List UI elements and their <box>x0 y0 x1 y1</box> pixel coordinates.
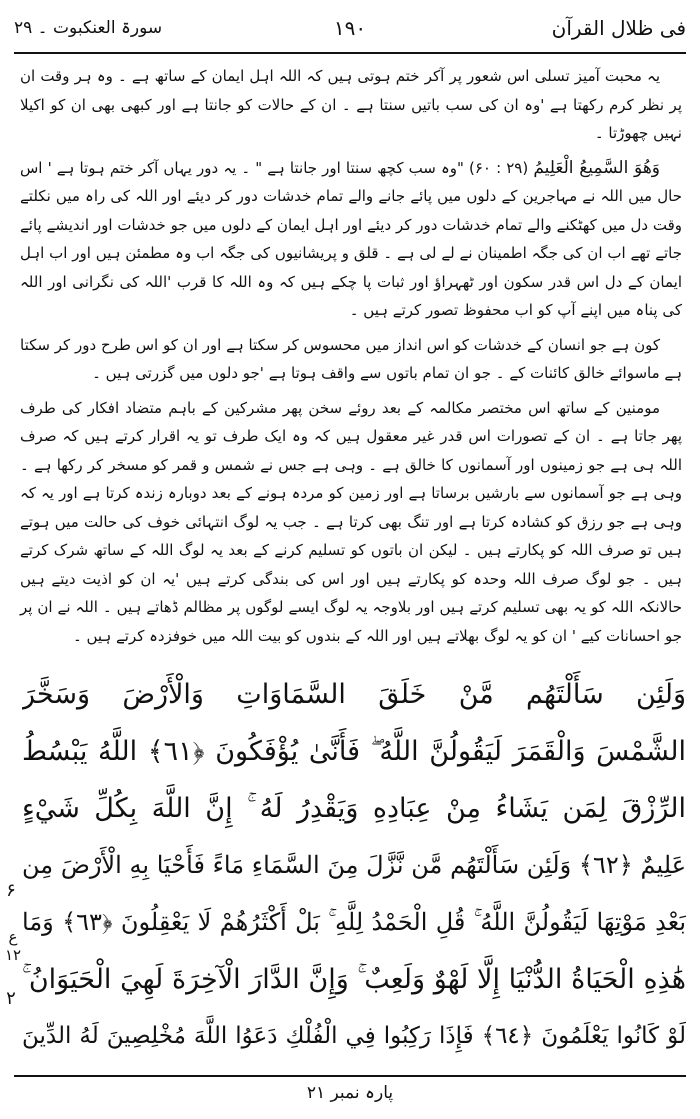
inline-verse: وَهُوَ السَّمِيعُ الْعَلِيمُ <box>533 157 660 178</box>
verse-line-1: وَلَئِن سَأَلْتَهُم مَّنْ خَلَقَ السَّمَاوَاتِ وَالْأَرْضَ وَسَخَّرَ <box>22 679 686 710</box>
paragraph-2-text: (۲۹ : ۶۰) "وہ سب کچھ سنتا اور جانتا ہے " ۔ یہ دور یہاں آکر ختم ہوتا ہے ' اس حال میں اللہ نے مہاجرین کے دلوں میں پائے جانے والے تمام خدشات دور کر دیئے اور اللہ کی راہ میں نکلتے وقت دل میں کھٹکنے والے تمام خدشات دور کر دیئے اور اہل ایمان کے دلوں میں جو خدشات اور اندیشے پائے جاتے تھے اب ان کی جگہ اطمینان نے لے لی ہے ۔ قلق و پریشانیوں کی جگہ اب وہ مطمئن ہیں اور اب اہل ایمان کے دل اس قدر سکون اور ٹھہراؤ اور ثبات پا چکے ہیں کہ وہ اللہ کا قرب 'اللہ کی نگرانی اور اللہ کی پناہ میں اپنے آپ کو اب محفوظ تصور کرتے ہیں ۔ <box>20 158 682 319</box>
paragraph-3: کون ہے جو انسان کے خدشات کو اس انداز میں محسوس کر سکتا ہے اور ان کو اس طرح دور کر سکتا ہے ماسوائے خالق کائنات کے ۔ جو ان تمام باتوں سے واقف ہوتا ہے 'جو دلوں میں گزرتی ہیں ۔ <box>20 335 682 382</box>
commentary-text <box>20 62 682 656</box>
paragraph-1: یہ محبت آمیز تسلی اس شعور پر آکر ختم ہوتی ہیں کہ اللہ اہل ایمان کے ساتھ ہے ۔ وہ ہر وقت ان پر نظر کرم رکھتا ہے 'وہ ان کی سب باتیں سنتا ہے ۔ ان کے حالات کو جانتا ہے اور کبھی بھی ان کو اکیلا نہیں چھوڑتا ۔ <box>20 67 682 142</box>
footer-rule <box>14 1075 686 1077</box>
surah-label: سورۃ العنکبوت ۔ ۲۹ <box>14 18 163 38</box>
header-rule <box>14 52 686 54</box>
book-title: فی ظلال القرآن <box>551 16 686 40</box>
paragraph-4: مومنین کے ساتھ اس مختصر مکالمہ کے بعد روئے سخن پھر مشرکین کے باہم متضاد افکار کی طرف پھر جاتا ہے ۔ ان کے تصورات اس قدر غیر معقول ہیں کہ وہ ایک طرف تو یہ اقرار کرتے ہیں کہ صرف اللہ ہی ہے جو زمینوں اور آسمانوں کا خالق ہے ۔ وہی ہے جس نے شمس و قمر کو مسخر کر رکھا ہے ۔ وہی ہے جو آسمانوں سے بارشیں برساتا ہے اور زمین کو مردہ ہونے کے بعد دوبارہ زندہ کرتا ہے اور یہ کہ وہی ہے جو رزق کو کشادہ کرتا ہے اور تنگ بھی کرتا ہے ۔ جب یہ لوگ انتہائی خوف کی حالت میں ہوتے ہیں تو صرف اللہ کو پکارتے ہیں ۔ لیکن ان باتوں کو تسلیم کرنے کے بعد یہ لوگ اللہ کے ساتھ شرک کرتے ہیں ۔ جو لوگ صرف اللہ وحدہ کو پکارتے ہیں اور اس کی بندگی کرتے ہیں 'یہ ان کو اذیت دیتے ہیں حالانکہ اللہ کو یہ بھی تسلیم کرتے ہیں اور بلاوجہ یہ لوگ ایسے لوگوں پر مظالم ڈھاتے ہیں ۔ اللہ نے ان پر جو احسانات کیے ' ان کو یہ لوگ بھلاتے ہیں اور اللہ کے بندوں کو بیت اللہ میں خوفزدہ کرتے ہیں ۔ <box>20 398 682 645</box>
verse-line-3: الرِّزْقَ لِمَن يَشَاءُ مِنْ عِبَادِهِ وَيَقْدِرُ لَهُ ۚ إِنَّ اللَّهَ بِكُلِّ شَيْءٍ <box>22 793 686 824</box>
verse-line-7: لَوْ كَانُوا يَعْلَمُونَ ﴿٦٤﴾ فَإِذَا رَكِبُوا فِي الْفُلْكِ دَعَوُا اللَّهَ مُخْلِصِينَ لَهُ الدِّينَ <box>22 1023 686 1049</box>
verse-line-5: بَعْدِ مَوْتِهَا لَيَقُولُنَّ اللَّهُ ۚ قُلِ الْحَمْدُ لِلَّهِ ۚ بَلْ أَكْثَرُهُمْ لَا يَعْقِلُونَ ﴿٦٣﴾ وَمَا <box>22 908 686 936</box>
verse-line-2: الشَّمْسَ وَالْقَمَرَ لَيَقُولُنَّ اللَّهُ ۖ فَأَنَّىٰ يُؤْفَكُونَ ﴿٦١﴾ اللَّهُ يَبْسُطُ <box>22 736 686 767</box>
page-header <box>14 8 686 48</box>
verse-line-6: هَٰذِهِ الْحَيَاةُ الدُّنْيَا إِلَّا لَهْوٌ وَلَعِبٌ ۚ وَإِنَّ الدَّارَ الْآخِرَةَ لَهِيَ الْحَيَوَانُ ۚ <box>22 964 686 995</box>
paragraph-2 <box>20 154 682 325</box>
margin-note-2: ع ۱۲ <box>4 928 22 964</box>
verse-line-4: عَلِيمٌ ﴿٦٢﴾ وَلَئِن سَأَلْتَهُم مَّن نَّزَّلَ مِنَ السَّمَاءِ مَاءً فَأَحْيَا بِهِ الْأَرْضَ مِن <box>22 851 686 879</box>
para-label: پارہ نمبر ۲۱ <box>306 1083 394 1103</box>
quran-verses <box>22 666 686 1066</box>
margin-note-1: ۶ <box>6 880 16 901</box>
page-number: ۱۹۰ <box>333 16 367 40</box>
margin-note-3: ۲ <box>6 988 16 1009</box>
